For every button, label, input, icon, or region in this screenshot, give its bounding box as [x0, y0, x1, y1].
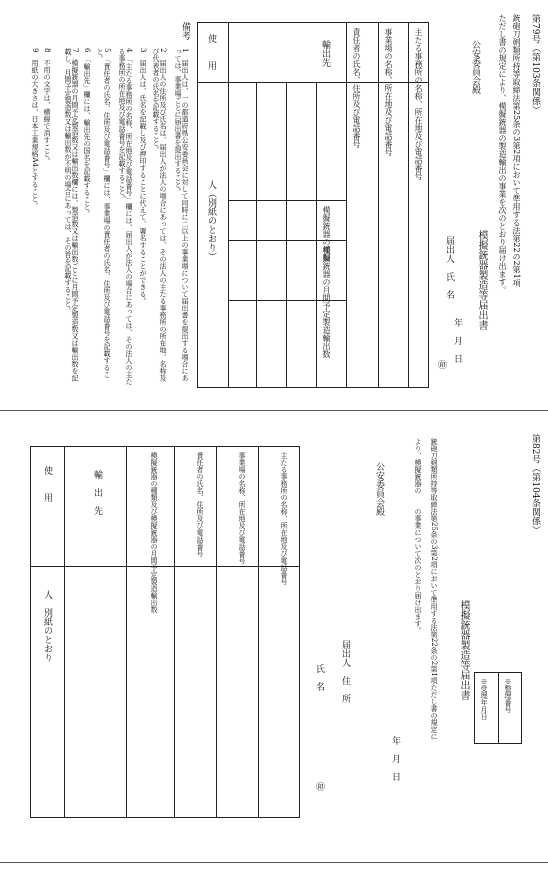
row-office-label: 主たる事務所の名称、所在地及び電話番号 [414, 28, 423, 180]
notifier-address-label: 届出人 住 所 [340, 640, 350, 703]
form-title-82: 模擬銃器製造等届出書 [458, 600, 469, 700]
intro-line-2: ただし書の規定により、模擬銃器の製造輸出の事業を次のとおり届け出ます。 [498, 14, 507, 294]
bottom-divider [0, 862, 548, 863]
note-6: 6 「輸出先」欄には、輸出先の国名を記載すること。 [83, 48, 91, 217]
reg-number-label: ※整理番号 [504, 678, 512, 713]
form-number: 第79号（第103条関係） [530, 14, 540, 115]
form-title: 模擬銃器製造等届出書 [476, 230, 487, 330]
intro-line-1: 銃砲刀剣類所持等取締法第25条の3第2項において準用する法第22の2第1項 [512, 14, 521, 287]
row-business-label-82: 事業場の名称、所在地及び電話番号 [238, 452, 246, 564]
addressee: 公安委員会殿 [470, 40, 480, 94]
row-responsible-label-82: 責任者の氏名、住所及び電話番号 [196, 452, 204, 557]
notifier-name-label: 氏 名 [314, 664, 324, 691]
row-responsible-label: 責任者の氏名、住所及び電話番号 [352, 28, 361, 148]
row-use-label: 使 用 [206, 34, 216, 70]
notes-list [0, 48, 190, 388]
note-5: 5 「責任者の氏名、住所及び電話番号」欄には、事業場の責任者の氏名、住所及び電話番号を記載すること。 [96, 48, 111, 378]
intro-line-2-82: より、模擬銃器の の事業について次のとおり届け出ます。 [414, 438, 422, 634]
col-monthly-label: 模擬銃器の月間予定製造輸出数 [322, 246, 331, 358]
note-8: 8 不用の文字は、横線で消すこと。 [43, 48, 51, 165]
note-3: 3 届出人は、氏名を記載し及び押印することに代えて、署名することができる。 [139, 48, 147, 305]
row-use-label-82: 使 用 [42, 466, 52, 502]
note-7: 7 模擬銃器の月間予定製造数又は輸出数欄には、製造数又は輸出数ごとに月間予定製造数又は輸出数を記載し、月間予定製造数又は輸出数が不明の場合にあっては、その旨を記載すること。 [64, 48, 79, 382]
row-type-monthly-label: 模擬銃器の種類及び模擬銃器の月間予定製造輸出数 [150, 452, 158, 613]
addressee-82: 公安委員会殿 [374, 462, 384, 516]
col-type-label: 模擬銃器の種類 [322, 206, 331, 262]
reg-date-label: ※受理年月日 [480, 678, 488, 720]
note-2: 2 届出人の住所及び氏名は、届出人が法人の場合にあっては、その法人の主たる事務所の所在地、名称及び代表者の氏名を記載すること。 [152, 48, 167, 382]
note-9: 9 用紙の大きさは、日本工業規格A4とすること。 [31, 48, 39, 209]
intro-line-1-82: 銃砲刀剣類所持等取締法第25条の3第2項において準用する法第22条の2第1項ただし書の規定に [430, 438, 438, 740]
date-label: 年 月 日 [452, 318, 462, 363]
note-1: 1 届出人は、一の都道府県公安委員会に対して同時に二以上の事業場について届出書を提出する場合にあっては、事業場ごとに届出書を提出すること。 [174, 48, 189, 382]
row-business-label: 事業場の名称、所在地及び電話番号 [384, 28, 393, 156]
use-value: 人（別紙のとおり） [206, 180, 216, 261]
notifier-label: 届出人 氏 名 [444, 236, 454, 299]
page-divider [0, 410, 548, 411]
row-export-label-82: 輸 出 先 [92, 470, 102, 515]
row-office-label-82: 主たる事務所の名称、所在地及び電話番号 [280, 452, 288, 585]
row-export-label: 輸出先 [320, 40, 330, 67]
form-table-82 [30, 446, 300, 818]
note-4: 4 「主たる事務所の名称、所在地及び電話番号」欄には、届出人が法人の場合にあっては、その法人の主たる事務所の所在地及び電話番号を記載すること。 [118, 48, 133, 385]
form-table [197, 22, 429, 388]
seal-mark: ㊞ [436, 360, 446, 369]
use-value-82: 人 別紙のとおり [42, 590, 52, 662]
seal-mark-82: ㊞ [314, 782, 324, 791]
remarks-label: 備考 [180, 22, 190, 40]
form-number-82: 第82号（第104条関係） [530, 434, 540, 535]
date-label-82: 年 月 日 [390, 736, 400, 781]
